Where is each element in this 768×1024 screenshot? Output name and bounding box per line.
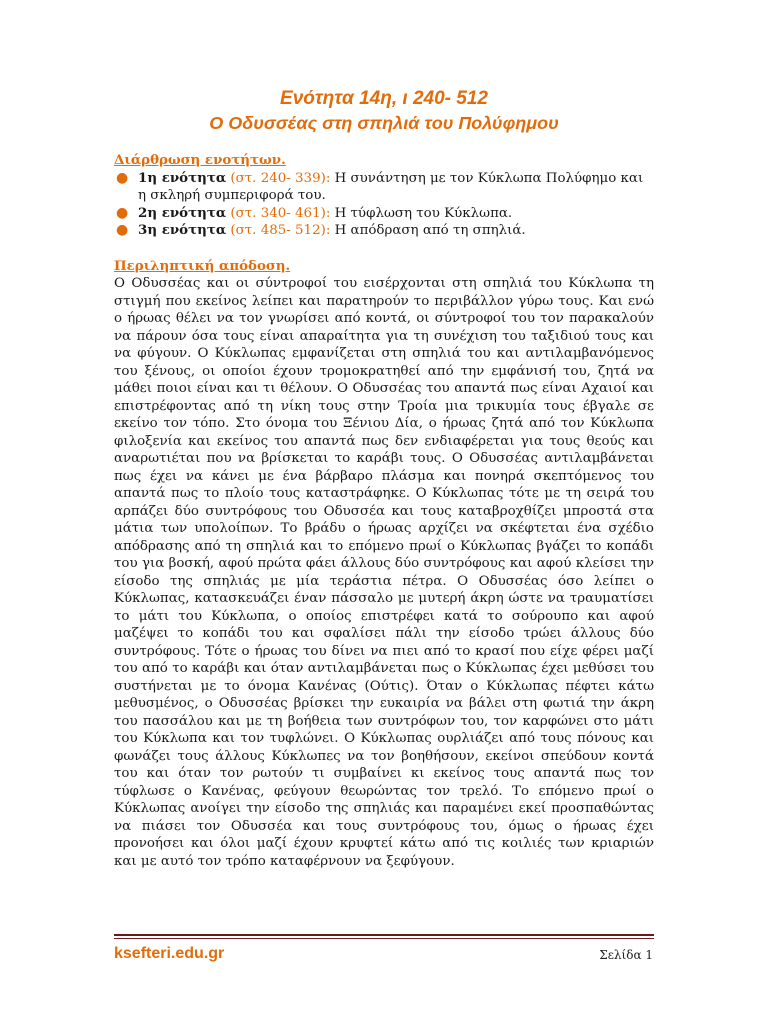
list-item xyxy=(114,170,654,205)
list-item xyxy=(114,222,654,240)
document-content xyxy=(114,152,654,870)
summary-heading: Περιληπτική απόδοση. xyxy=(114,257,291,274)
page-number: Σελίδα 1 xyxy=(599,948,653,962)
section-label: 2η ενότητα xyxy=(138,204,227,221)
section-range: (στ. 340- 461): xyxy=(230,205,331,221)
footer-divider xyxy=(114,934,654,936)
bullet-icon: ● xyxy=(116,169,129,186)
list-item xyxy=(114,205,654,223)
section-range: (στ. 485- 512): xyxy=(230,223,331,238)
section-label: 1η ενότητα xyxy=(138,169,227,186)
structure-list xyxy=(114,170,654,240)
footer-site-link[interactable]: ksefteri.edu.gr xyxy=(114,945,225,962)
section-label: 3η ενότητα xyxy=(138,222,227,238)
bullet-icon: ● xyxy=(116,222,129,238)
section-text: Η απόδραση από τη σπηλιά. xyxy=(334,223,526,238)
document-title: Ενότητα 14η, ι 240- 512 xyxy=(280,88,488,109)
document-subtitle: Ο Οδυσσέας στη σπηλιά του Πολύφημου xyxy=(209,113,559,133)
section-range: (στ. 240- 339): xyxy=(230,170,331,186)
summary-paragraph: Ο Οδυσσέας και οι σύντροφοί του εισέρχονται στη σπηλιά του Κύκλωπα τη στιγμή που εκείνος λείπει και παρατηρούν το περιβάλλον γύρω τους. Και ενώ ο ήρωας θέλει να τον γνωρίσει από κοντά, οι σύντροφοί του τον παρακαλούν να πάρουν όσα τους είναι απαραίτητα για τη συνέχιση του ταξιδιού τους και να φύγουν. Ο Κύκλωπας εμφανίζεται στη σπηλιά του και αντιλαμβανόμενος του ξένους, οι οποίοι έχουν τρομοκρατηθεί από την εμφάνισή του, ζητά να μάθει ποιοι είναι και τι θέλουν. Ο Οδυσσέας του απαντά πως είναι Αχαιοί και επιστρέφοντας από τη νίκη τους στην Τροία μια τρικυμία τους έβγαλε σε εκείνο τον τόπο. Στο όνομα του Ξένιου Δία, ο ήρωας ζητά από τον Κύκλωπα φιλοξενία και εκείνος του απαντά πως δεν ενδιαφέρεται για τους θεούς και αναρωτιέται που να βρίσκεται το καράβι τους. Ο Οδυσσέας αντιλαμβάνεται πως έχει να κάνει με ένα βάρβαρο πλάσμα και πονηρά σκεπτόμενος του απαντά πως το πλοίο τους καταστράφηκε. Ο Κύκλωπας τότε με τη σειρά του αρπάζει δύο συντρόφους του Οδυσσέα και τους καταβροχθίζει μπροστά στα μάτια των υπολοίπων. Το βράδυ ο ήρωας αρχίζει να σκέφτεται ένα σχέδιο απόδρασης από τη σπηλιά και το επόμενο πρωί ο Κύκλωπας βγάζει το κοπάδι του για βοσκή, αφού πρώτα φάει άλλους δύο συντρόφους και αφού κλείσει την είσοδο της σπηλιάς με μία τεράστια πέτρα. Ο Οδυσσέας όσο λείπει ο Κύκλωπας, κατασκευάζει έναν πάσσαλο με μυτερή άκρη ώστε να τραυματίσει το μάτι του Κύκλωπα, ο οποίος επιστρέφει κατά το σούρουπο και αφού μαζέψει το κοπάδι του και σφαλίσει πάλι την είσοδο τρώει άλλους δύο συντρόφους. Τότε ο ήρωας του δίνει να πιει από το κρασί που είχε φέρει μαζί του από το καράβι και όταν αντιλαμβάνεται πως ο Κύκλωπας έχει μεθύσει του συστήνεται με το όνομα Κανένας (Ούτις). Όταν ο Κύκλωπας πέφτει κάτω μεθυσμένος, ο Οδυσσέας βρίσκει την ευκαιρία να βάλει στη φωτιά την άκρη του πασσάλου και με τη βοήθεια των συντρόφων του, τον καρφώνει στο μάτι του Κύκλωπα και τον τυφλώνει. Ο Κύκλωπας ουρλιάζει από τους πόνους και φωνάζει τους άλλους Κύκλωπες να τον βοηθήσουν, εκείνοι σπεύδουν κοντά του και όταν τον ρωτούν τι συμβαίνει κι εκείνος τους απαντά πως τον τύφλωσε ο Κανένας, φεύγουν θεωρώντας τον τρελό. Το επόμενο πρωί ο Κύκλωπας ανοίγει την είσοδο της σπηλιάς και παραμένει εκεί προσπαθώντας να πιάσει τον Οδυσσέα και τους συντρόφους του, όμως ο ήρωας έχει προνοήσει και όλοι μαζί έχουν κρυφτεί κάτω από τις κοιλιές των κριαριών και με αυτό τον τρόπο καταφέρνουν να ξεφύγουν. xyxy=(114,276,654,869)
footer-divider-thin xyxy=(114,938,654,939)
bullet-icon: ● xyxy=(116,204,129,221)
section-text: Η τύφλωση του Κύκλωπα. xyxy=(334,205,513,221)
structure-heading: Διάρθρωση ενοτήτων. xyxy=(114,152,286,168)
section-text: Η συνάντηση με τον Κύκλωπα Πολύφημο και η σκληρή συμπεριφορά του. xyxy=(138,170,644,203)
